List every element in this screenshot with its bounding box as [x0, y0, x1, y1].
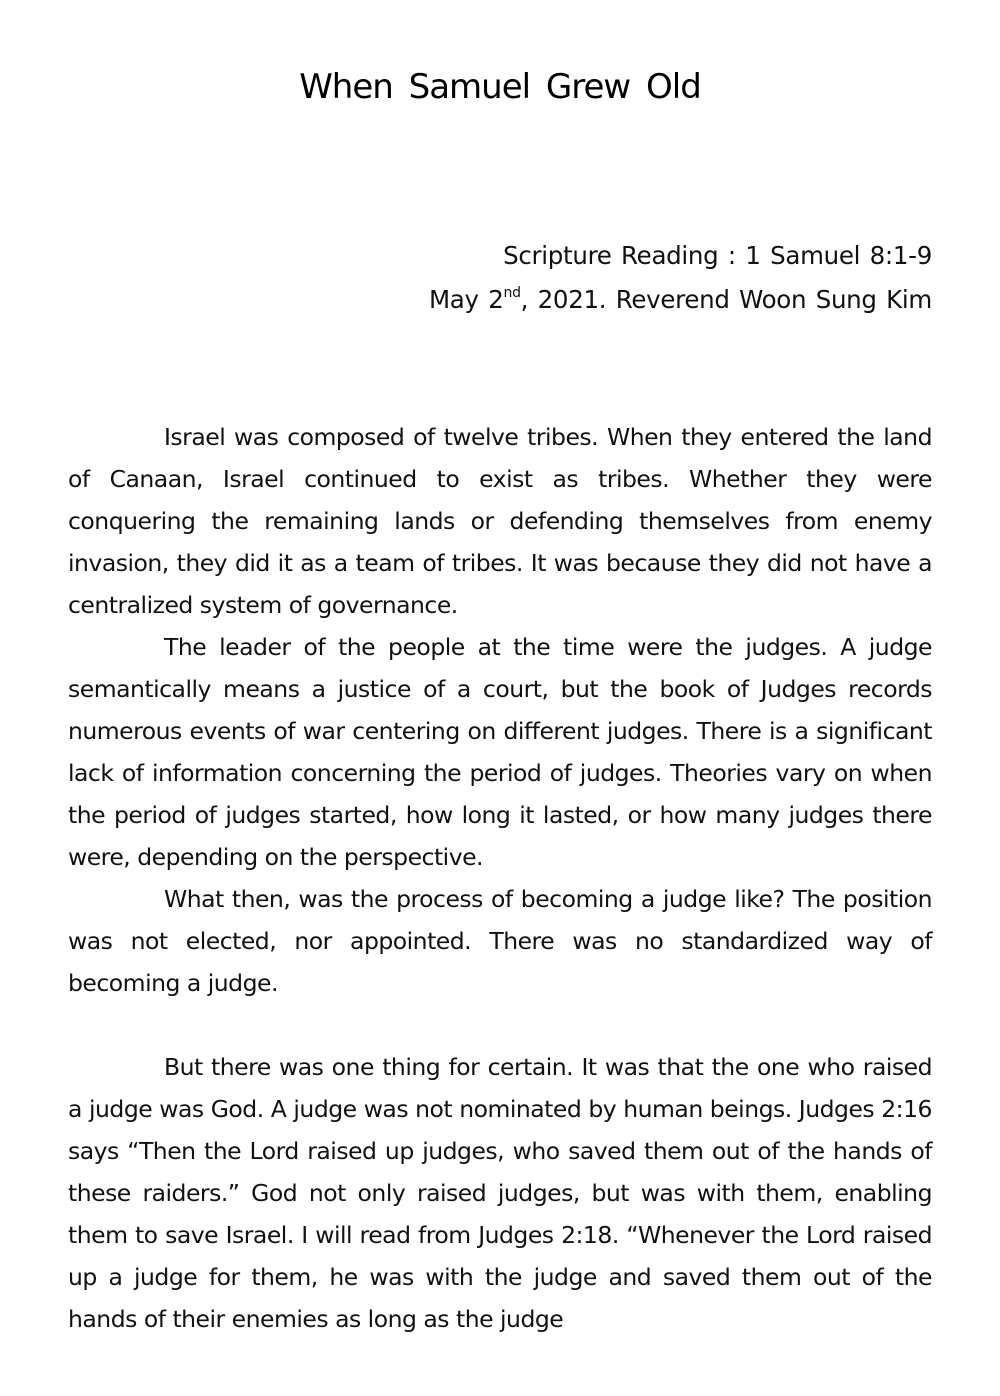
- paragraph-3: What then, was the process of becoming a judge like? The position was not elected, nor appointed. There was no standardized way of becoming a judge.: [68, 885, 932, 997]
- sermon-body: [68, 416, 932, 1340]
- date-ordinal-suffix: nd: [503, 284, 521, 301]
- paragraph-2: The leader of the people at the time were the judges. A judge semantically means a justice of a court, but the book of Judges records numerous events of war centering on different judges. There is a significant lack of information concerning the period of judges. Theories vary on when the period of judges started, how long it lasted, or how many judges there were, depending on the perspective.: [68, 633, 932, 871]
- date-prefix: May 2: [428, 285, 504, 314]
- date-author-suffix: , 2021. Reverend Woon Sung Kim: [520, 285, 932, 314]
- paragraph-4: But there was one thing for certain. It was that the one who raised a judge was God. A judge was not nominated by human beings. Judges 2:16 says “Then the Lord raised up judges, who saved them out of the hands of these raiders.” God not only raised judges, but was with them, enabling them to save Israel. I will read from Judges 2:18. “Whenever the Lord raised up a judge for them, he was with the judge and saved them out of the hands of their enemies as long as the judge: [68, 1053, 932, 1333]
- paragraph-gap: [68, 1004, 932, 1046]
- paragraph-1: Israel was composed of twelve tribes. When they entered the land of Canaan, Israel continued to exist as tribes. Whether they were conquering the remaining lands or defending themselves from enemy invasion, they did it as a team of tribes. It was because they did not have a centralized system of governance.: [68, 423, 932, 619]
- sermon-header: [429, 234, 932, 322]
- document-title: When Samuel Grew Old: [299, 67, 701, 107]
- scripture-reading-line: Scripture Reading : 1 Samuel 8:1-9: [503, 241, 932, 270]
- date-author-line: [429, 278, 932, 322]
